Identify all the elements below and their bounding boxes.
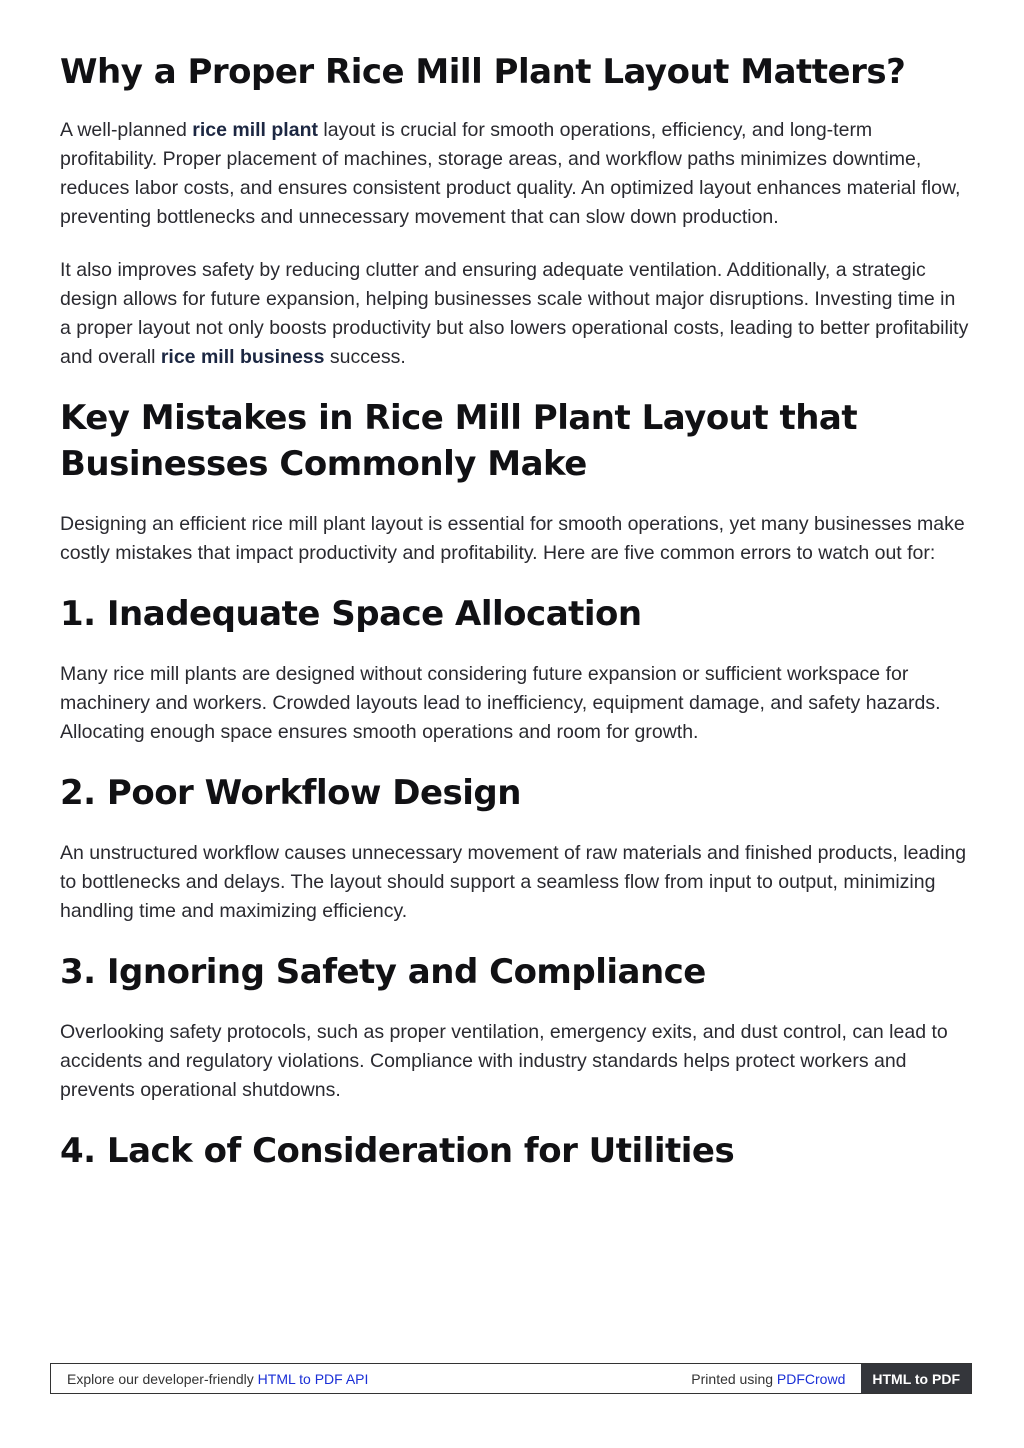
- rice-mill-plant-link[interactable]: rice mill plant: [192, 119, 318, 142]
- section-heading-4: 4. Lack of Consideration for Utilities: [60, 1130, 735, 1171]
- intro-p1-before: A well-planned: [60, 119, 193, 142]
- mistakes-intro: Designing an efficient rice mill plant layout is essential for smooth operations, yet many businesses make costly mistakes that impact productivity and profitability. Here are five common errors to watch out for:: [60, 512, 965, 564]
- footer-explore: [51, 1371, 691, 1387]
- article: [60, 40, 970, 1197]
- section-text-3: Overlooking safety protocols, such as proper ventilation, emergency exits, and dust control, can lead to accidents and regulatory violations. Compliance with industry standards helps protect workers and prevents operational shutdowns.: [60, 1020, 948, 1101]
- intro-p1-after: layout is crucial for smooth operations, efficiency, and long-term profitability. Proper placement of machines, storage areas, and workflow paths minimizes downtime, reduces labor costs, and ensures consistent product quality. An optimized layout enhances material flow, preventing bottlenecks and unnecessary movement that can slow down production.: [60, 119, 961, 229]
- section-text-2: An unstructured workflow causes unnecessary movement of raw materials and finished products, leading to bottlenecks and delays. The layout should support a seamless flow from input to output, minimizing handling time and maximizing efficiency.: [60, 841, 967, 922]
- pdfcrowd-link[interactable]: PDFCrowd: [776, 1370, 846, 1387]
- intro-p2-before: It also improves safety by reducing clutter and ensuring adequate ventilation. Additionally, a strategic design allows for future expansion, helping businesses scale without major disruptions. Investing time in a proper layout not only boosts productivity but also lowers operational costs, leading to better profitability and overall: [60, 259, 969, 369]
- section-heading-1: 1. Inadequate Space Allocation: [60, 593, 642, 634]
- page-title: Why a Proper Rice Mill Plant Layout Matters?: [60, 52, 906, 92]
- pdf-footer-bar: [50, 1363, 972, 1394]
- mistakes-heading: Key Mistakes in Rice Mill Plant Layout that Businesses Commonly Make: [60, 398, 858, 485]
- rice-mill-business-link[interactable]: rice mill business: [160, 346, 325, 369]
- intro-p2-after: success.: [324, 346, 406, 369]
- section-text-1: Many rice mill plants are designed without considering future expansion or sufficient workspace for machinery and workers. Crowded layouts lead to inefficiency, equipment damage, and safety hazards. Allocating enough space ensures smooth operations and room for growth.: [60, 662, 941, 743]
- section-heading-3: 3. Ignoring Safety and Compliance: [60, 951, 706, 992]
- footer-printed: [691, 1371, 861, 1387]
- section-heading-2: 2. Poor Workflow Design: [60, 772, 521, 813]
- intro-paragraph-2: [60, 256, 970, 372]
- intro-paragraph-1: [60, 116, 970, 232]
- html-to-pdf-api-link[interactable]: HTML to PDF API: [257, 1370, 369, 1387]
- footer-printed-text: Printed using: [691, 1370, 777, 1387]
- html-to-pdf-badge[interactable]: HTML to PDF: [861, 1364, 971, 1393]
- footer-explore-text: Explore our developer-friendly: [67, 1370, 258, 1387]
